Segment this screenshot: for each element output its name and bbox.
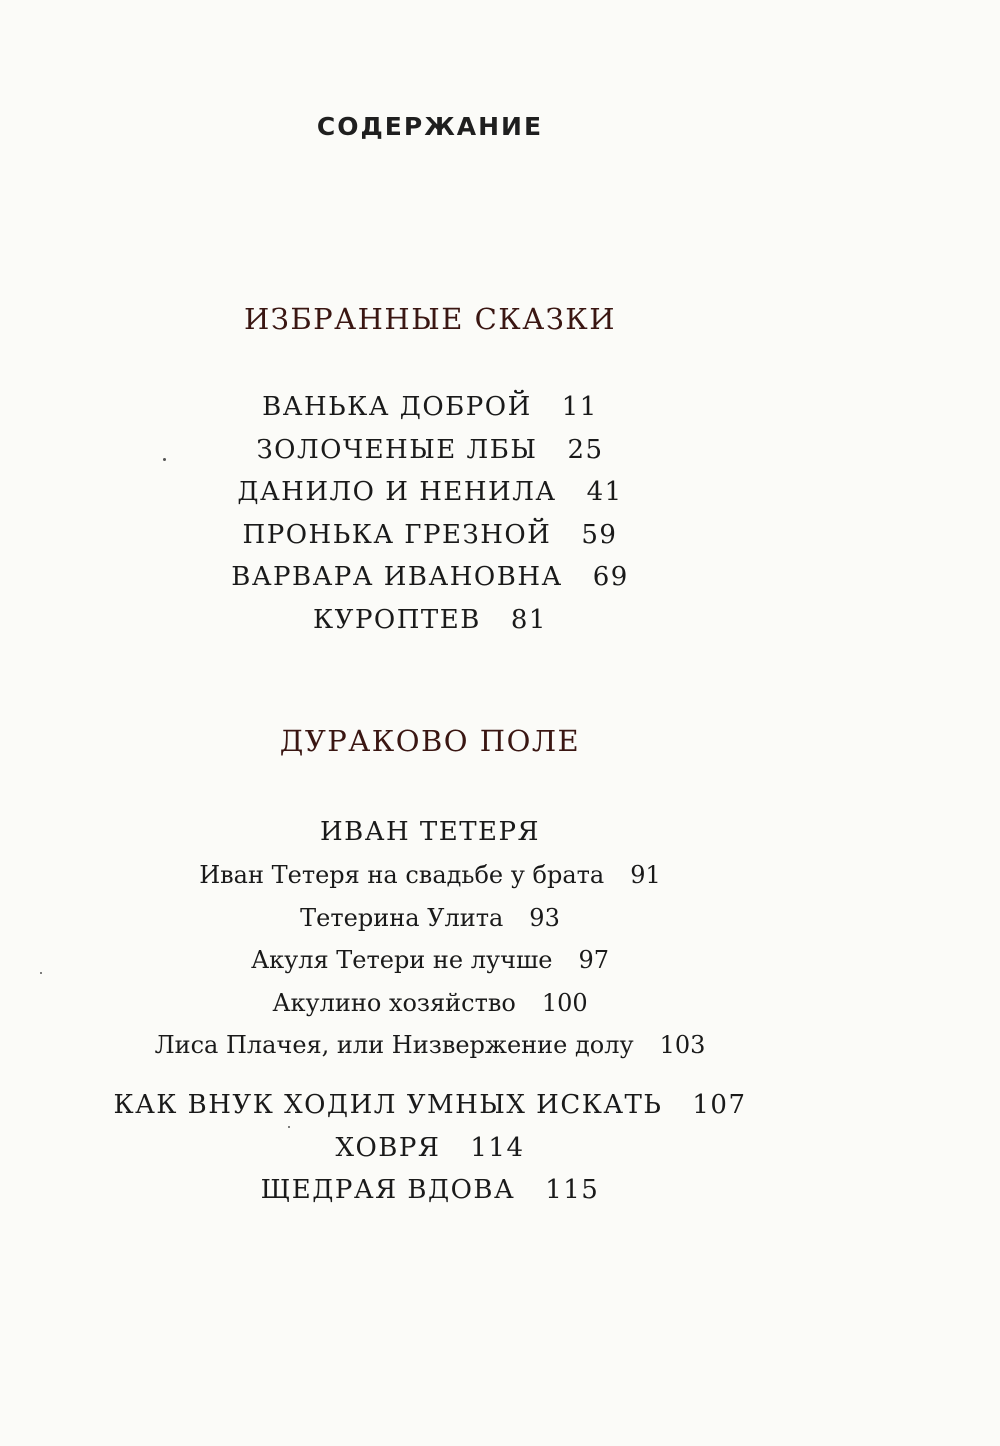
entry-page-number: 115: [545, 1175, 600, 1205]
entry-page-number: 114: [470, 1132, 525, 1163]
toc-entry: [0, 599, 860, 642]
fools-field-list: [0, 1084, 860, 1212]
entry-title: ВАРВАРА ИВАНОВНА: [231, 562, 563, 592]
toc-sub-entry: [0, 1024, 860, 1067]
toc-entry: [0, 1169, 860, 1212]
entry-title: Лиса Плачея, или Низвержение долу: [154, 1031, 634, 1059]
entry-page-number: 41: [586, 477, 623, 507]
toc-sub-entry: [0, 982, 860, 1025]
entry-page-number: 25: [567, 434, 604, 465]
entry-title: ЗОЛОЧЕНЫЕ ЛБЫ: [256, 434, 538, 465]
toc-entry: [0, 514, 860, 557]
toc-entry: [0, 1127, 860, 1170]
entry-page-number: 97: [578, 946, 610, 974]
entry-title: Иван Тетеря на свадьбе у брата: [199, 861, 605, 889]
toc-entry: [0, 556, 860, 599]
toc-sub-entry: [0, 897, 860, 940]
toc-sub-entry: [0, 939, 860, 982]
entry-title: ДАНИЛО И НЕНИЛА: [237, 477, 557, 507]
entry-page-number: 81: [510, 604, 547, 635]
entry-title: ВАНЬКА ДОБРОЙ: [262, 392, 532, 422]
toc-entry: [0, 429, 860, 472]
entry-title: КАК ВНУК ХОДИЛ УМНЫХ ИСКАТЬ: [113, 1090, 663, 1120]
entry-title: Акуля Тетери не лучше: [250, 946, 553, 974]
entry-page-number: 91: [630, 861, 661, 889]
contents-title: СОДЕРЖАНИЕ: [316, 112, 544, 141]
entry-page-number: 93: [529, 903, 560, 932]
fools-field-group: [0, 811, 860, 1067]
selected-tales-list: [0, 386, 860, 641]
entry-title: КУРОПТЕВ: [313, 604, 481, 635]
entry-title: ПРОНЬКА ГРЕЗНОЙ: [242, 519, 552, 550]
paper-speck: [163, 458, 166, 461]
toc-entry: [0, 1084, 860, 1127]
entry-page-number: 103: [659, 1031, 706, 1059]
section-heading-fools-field: ДУРАКОВО ПОЛЕ: [279, 724, 581, 758]
section-heading-selected-tales: ИЗБРАННЫЕ СКАЗКИ: [243, 302, 617, 336]
entry-page-number: 69: [592, 562, 629, 592]
entry-page-number: 11: [561, 392, 598, 422]
paper-speck: [40, 972, 42, 974]
entry-page-number: 100: [541, 988, 588, 1017]
entry-page-number: 107: [692, 1090, 747, 1120]
toc-group-title: [0, 811, 860, 854]
toc-entry: [0, 471, 860, 514]
entry-title: Тетерина Улита: [300, 903, 504, 932]
entry-title: ЩЕДРАЯ ВДОВА: [260, 1175, 516, 1205]
entry-page-number: 59: [581, 519, 618, 550]
entry-title: ХОВРЯ: [335, 1132, 441, 1163]
toc-entry: [0, 386, 860, 429]
paper-speck: [288, 1126, 290, 1128]
group-title: ИВАН ТЕТЕРЯ: [319, 817, 541, 847]
toc-sub-entry: [0, 854, 860, 897]
entry-title: Акулино хозяйство: [272, 988, 516, 1017]
